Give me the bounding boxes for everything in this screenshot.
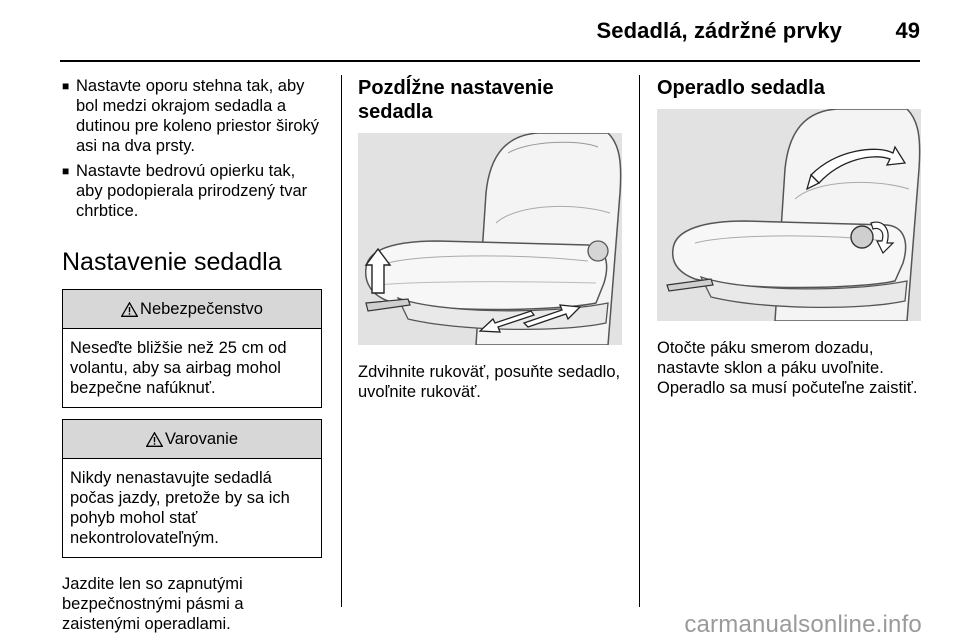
seat-recline-illustration (657, 109, 921, 321)
column-divider-2 (639, 75, 640, 607)
backrest-caption: Otočte páku smerom dozadu, nastavte sklon a páku uvoľnite. Operadlo sa musí počuteľne zaistiť. (657, 339, 918, 397)
warning-triangle-icon (121, 302, 138, 317)
seat-slide-drawing (358, 133, 622, 345)
seatbelt-paragraph: Jazdite len so zapnutými bezpečnostnými pásmi a zaistenými operadlami. (62, 575, 244, 633)
list-item (62, 161, 324, 221)
watermark[interactable]: carmanualsonline.info (684, 611, 922, 638)
danger-box-header (63, 290, 321, 329)
list-item (62, 76, 324, 156)
column-divider-1 (341, 75, 342, 607)
page-header (60, 0, 920, 58)
danger-box (62, 289, 322, 408)
page-number: 49 (895, 18, 920, 43)
column-1 (62, 76, 324, 634)
bullet-square-icon: ■ (62, 79, 70, 93)
longitudinal-adjust-heading: Pozdĺžne nastavenie sedadla (358, 77, 554, 123)
header-title: Sedadlá, zádržné prvky (596, 18, 842, 43)
column-3 (657, 76, 921, 398)
seat-slide-caption: Zdvihnite rukoväť, posuňte sedadlo, uvoľnite rukoväť. (358, 363, 621, 401)
warning-box-text: Nikdy nenastavujte sedadlá počas jazdy, pretože by sa ich pohyb mohol stať nekontrolovateľným. (70, 469, 290, 547)
bullet-square-icon: ■ (62, 164, 70, 178)
bullet-text: Nastavte oporu stehna tak, aby bol medzi okrajom sedadla a dutinou pre koleno priestor široký asi na dva prsty. (76, 77, 320, 155)
column-2 (358, 76, 622, 402)
warning-box-header (63, 420, 321, 459)
danger-box-title: Nebezpečenstvo (140, 299, 263, 318)
header-rule (60, 60, 920, 62)
bullet-text: Nastavte bedrovú opierku tak, aby podopierala prirodzený tvar chrbtice. (76, 162, 308, 220)
warning-triangle-icon (146, 432, 163, 447)
seat-slide-illustration (358, 133, 622, 345)
warning-box (62, 419, 322, 558)
warning-box-title: Varovanie (164, 429, 239, 448)
bullet-list (62, 76, 324, 221)
danger-box-text: Neseďte bližšie než 25 cm od volantu, aby sa airbag mohol bezpečne nafúknuť. (70, 339, 287, 397)
seat-recline-drawing (657, 109, 921, 321)
backrest-heading: Operadlo sedadla (657, 77, 825, 99)
section-heading: Nastavenie sedadla (62, 248, 282, 276)
